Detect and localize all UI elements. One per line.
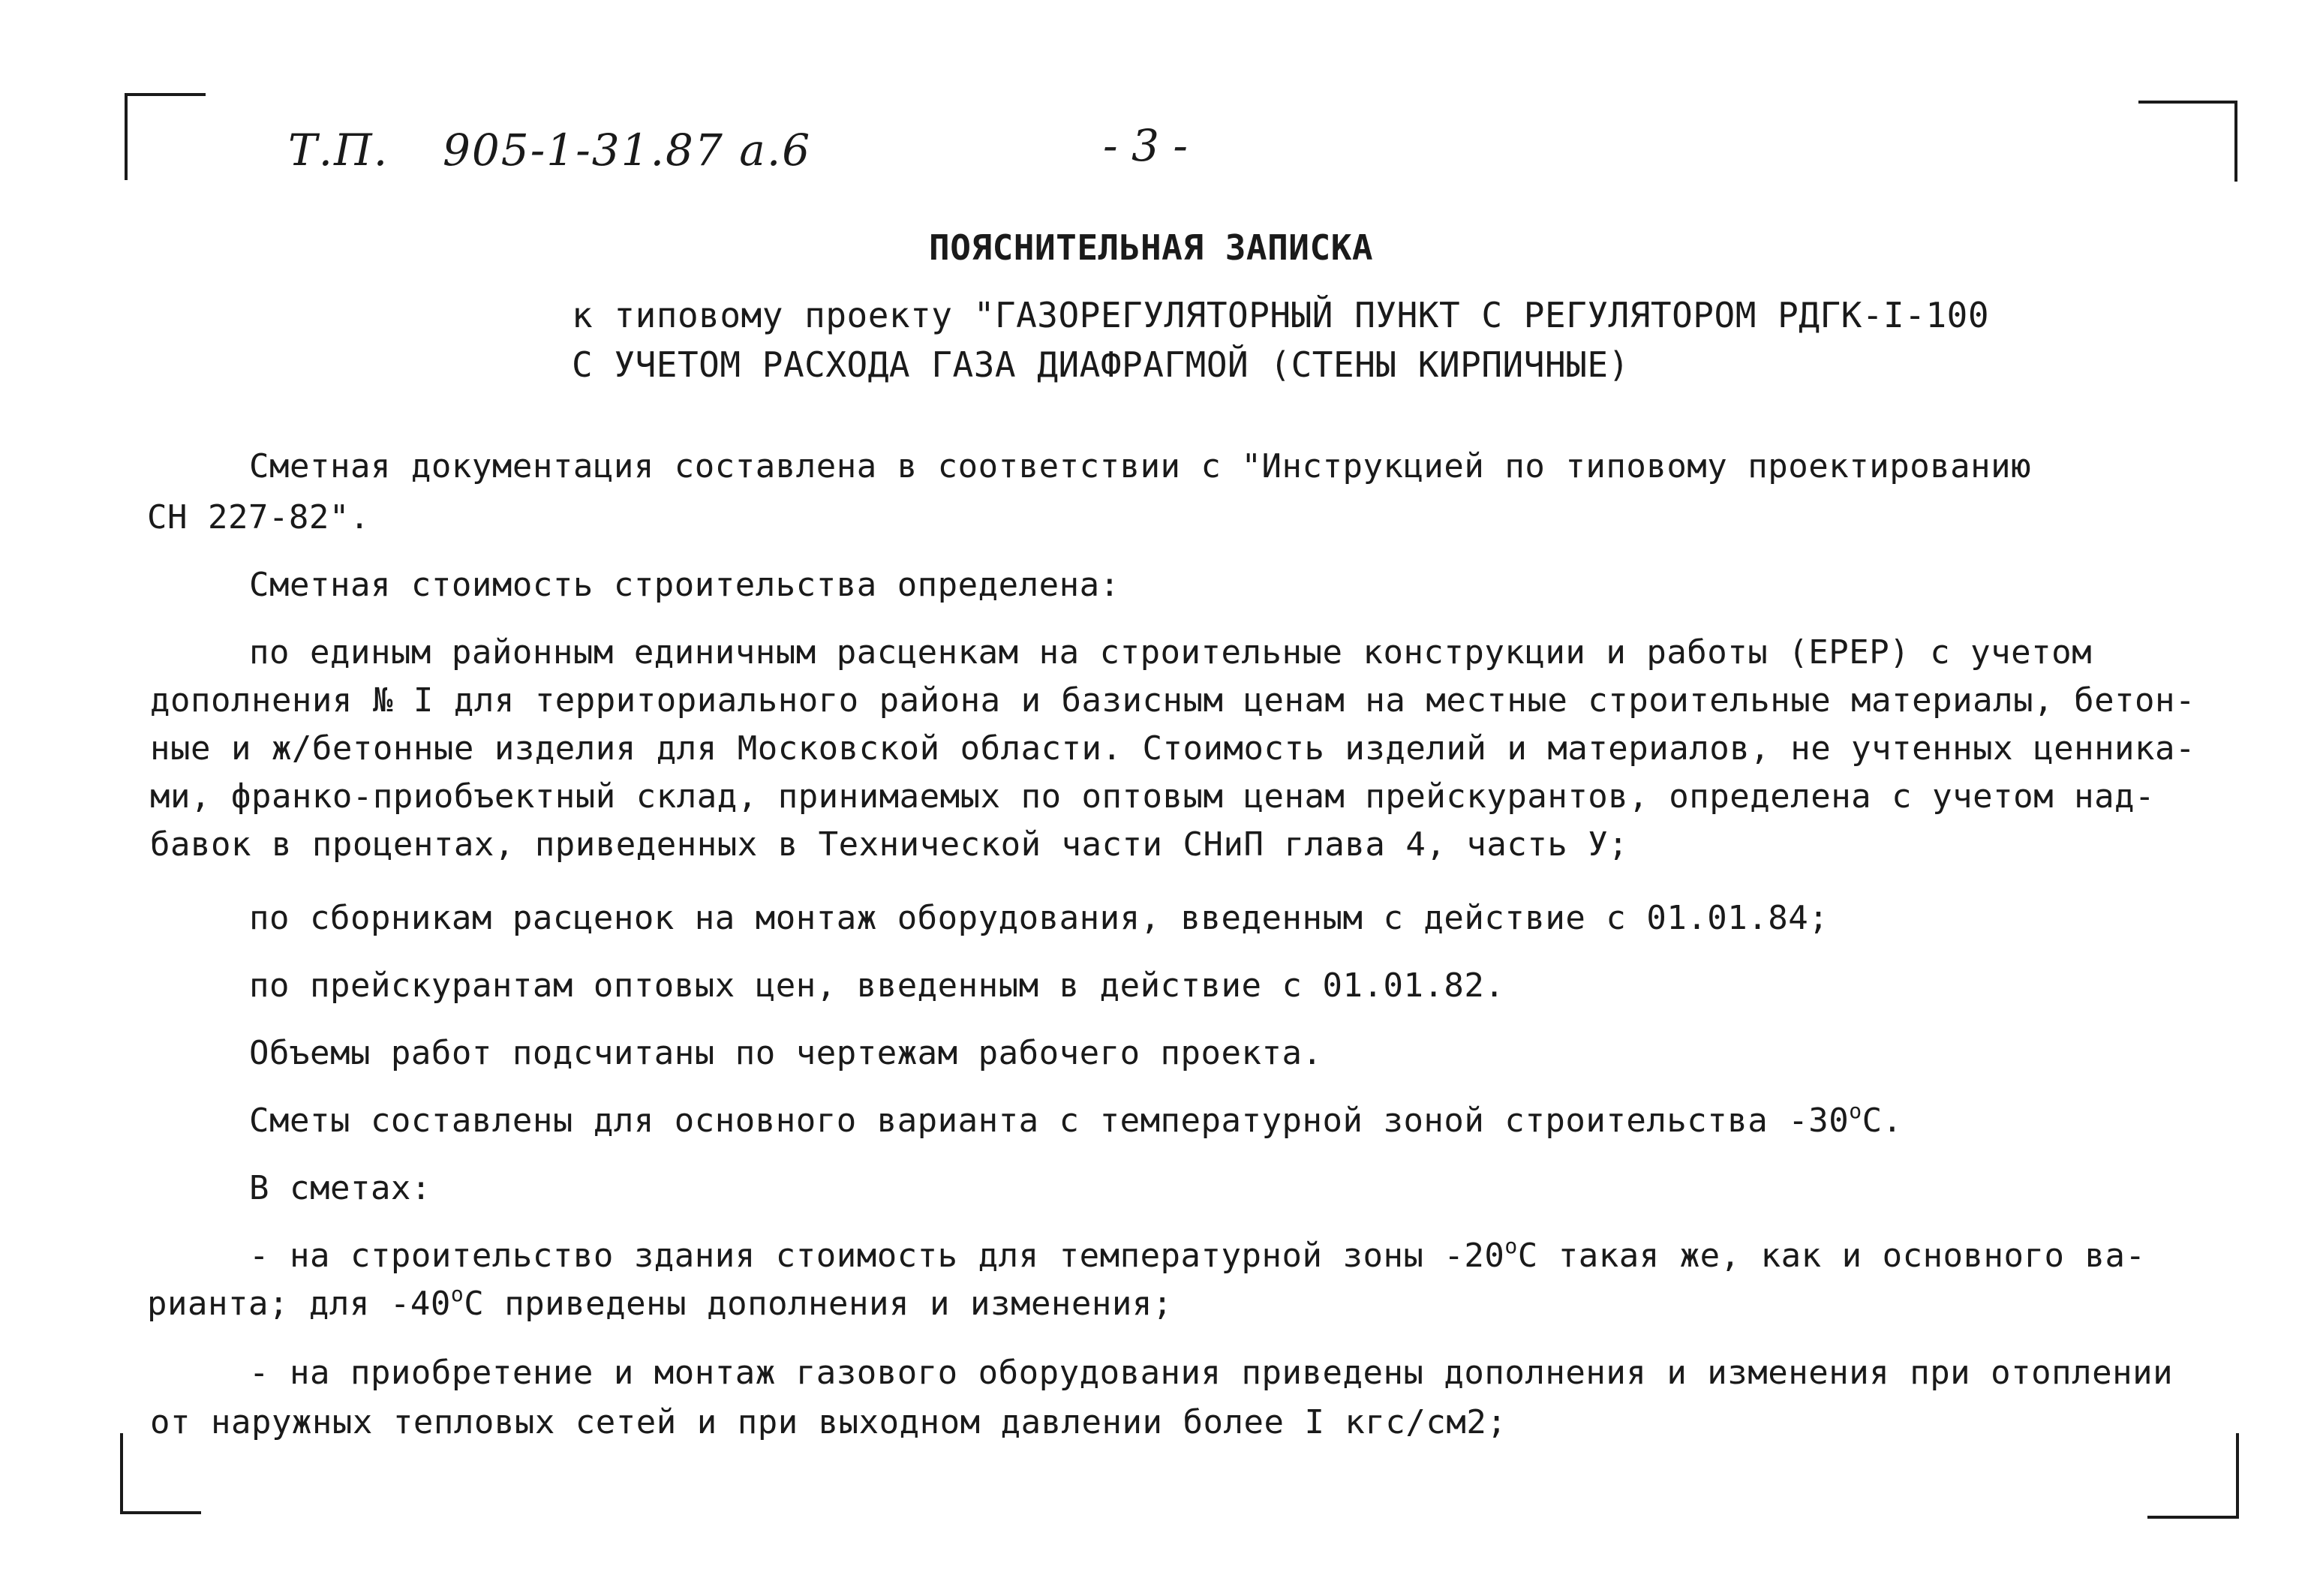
degree-mark: о — [450, 1282, 464, 1306]
paragraph-7 — [249, 1099, 1903, 1144]
paragraph-9-line-1-b: С такая же, как и основного ва- — [1517, 1237, 2146, 1275]
paragraph-9-line-2 — [147, 1282, 1173, 1327]
paragraph-9-line-2-a: рианта; для -40 — [147, 1285, 451, 1323]
paragraph-3-line-2: дополнения № I для территориального района и базисным ценам на местные строительные материалы, бетон- — [150, 681, 2196, 720]
document-title: ПОЯСНИТЕЛЬНАЯ ЗАПИСКА — [929, 227, 1374, 268]
degree-mark: о — [1504, 1234, 1518, 1258]
paragraph-10-line-1: - на приобретение и монтаж газового оборудования приведены дополнения и изменения при отоплении — [249, 1354, 2174, 1392]
paragraph-3-line-4: ми, франко-приобъектный склад, принимаемых по оптовым ценам прейскурантов, определена с учетом над- — [150, 777, 2156, 816]
degree-mark: о — [1849, 1099, 1862, 1123]
paragraph-5: по прейскурантам оптовых цен, введенным в действие с 01.01.82. — [249, 966, 1505, 1005]
paragraph-3-line-1: по единым районным единичным расценкам на строительные конструкции и работы (ЕРЕР) с учетом — [249, 633, 2093, 672]
paragraph-9-line-1 — [249, 1234, 2145, 1279]
corner-mark-bottom-left — [120, 1433, 201, 1514]
page-number: - 3 - — [1103, 120, 1188, 171]
paragraph-9-line-2-b: С приведены дополнения и изменения; — [464, 1285, 1173, 1323]
subtitle-line-1: к типовому проекту "ГАЗОРЕГУЛЯТОРНЫЙ ПУНКТ С РЕГУЛЯТОРОМ РДГК-I-100 — [572, 295, 1990, 335]
paragraph-2: Сметная стоимость строительства определена: — [249, 566, 1120, 604]
paragraph-4: по сборникам расценок на монтаж оборудования, введенным с действие с 01.01.84; — [249, 899, 1829, 937]
paragraph-10-line-2: от наружных тепловых сетей и при выходном давлении более I кгс/см2; — [150, 1403, 1507, 1441]
subtitle-line-2: С УЧЕТОМ РАСХОДА ГАЗА ДИАФРАГМОЙ (СТЕНЫ КИРПИЧНЫЕ) — [572, 344, 1630, 385]
paragraph-6: Объемы работ подсчитаны по чертежам рабочего проекта. — [249, 1034, 1323, 1072]
paragraph-1-line-1: Сметная документация составлена в соответствии с "Инструкцией по типовому проектированию — [249, 447, 2032, 485]
document-code-prefix: Т.П. — [288, 125, 389, 176]
paragraph-9-line-1-a: - на строительство здания стоимость для температурной зоны -20 — [249, 1237, 1505, 1275]
paragraph-7-text: Сметы составлены для основного варианта с температурной зоной строительства -30 — [249, 1102, 1850, 1140]
corner-mark-top-left — [125, 93, 206, 180]
paragraph-3-line-5: бавок в процентах, приведенных в Технической части СНиП глава 4, часть У; — [150, 825, 1629, 864]
paragraph-8: В сметах: — [249, 1169, 431, 1207]
corner-mark-top-right — [2138, 101, 2237, 182]
paragraph-3-line-3: ные и ж/бетонные изделия для Московской области. Стоимость изделий и материалов, не учтенных ценника- — [150, 729, 2196, 768]
document-code-number: 905-1-31.87 а.6 — [443, 125, 812, 176]
corner-mark-bottom-right — [2147, 1433, 2239, 1519]
paragraph-1-line-2: СН 227-82". — [147, 498, 370, 537]
paragraph-7-unit: С. — [1862, 1102, 1903, 1140]
